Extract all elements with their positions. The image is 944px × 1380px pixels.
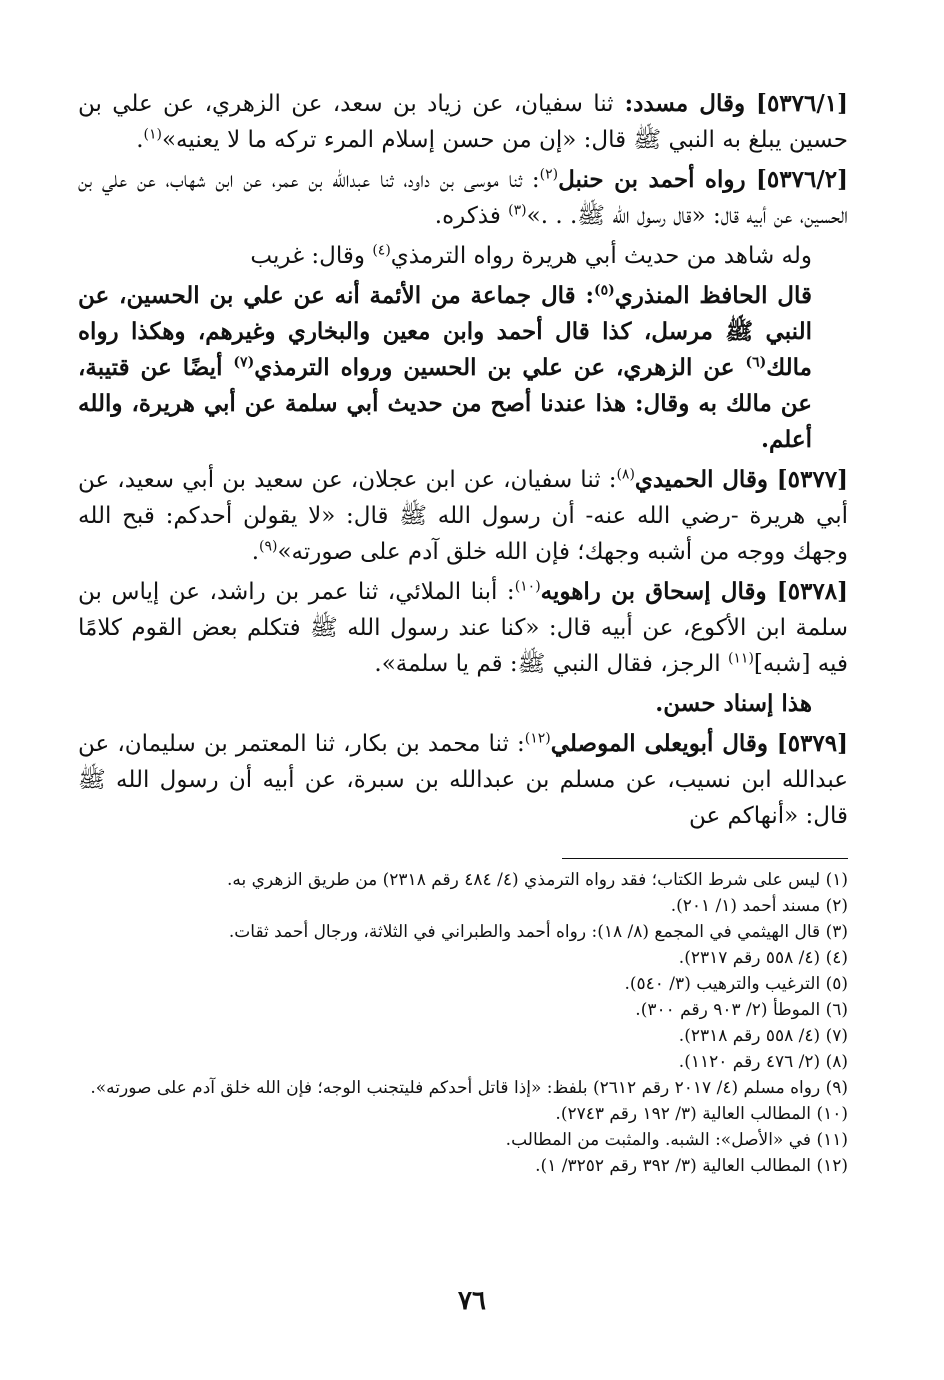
footnote-number: (٧) xyxy=(825,1026,848,1046)
footnote-number: (٩) xyxy=(825,1078,848,1098)
page-number: ٧٦ xyxy=(458,1286,486,1316)
text-run: فذكره. xyxy=(434,203,509,229)
footnote-text: الترغيب والترهيب (٣/ ٥٤٠). xyxy=(624,974,821,994)
footnote-number: (١) xyxy=(825,870,848,890)
footnote-item xyxy=(78,867,848,893)
text-run: . xyxy=(251,539,259,565)
text-run: هذا إسناد حسن. xyxy=(655,690,812,717)
text-run: الرجز، فقال النبي ﷺ: قم يا سلمة». xyxy=(374,651,728,677)
text-run: قال الحافظ المنذري xyxy=(614,282,813,309)
main-text xyxy=(78,86,848,834)
paragraph-p6 xyxy=(78,574,848,682)
footnote-number: (٣) xyxy=(825,922,848,942)
footnote-number: (٤) xyxy=(825,948,848,968)
footnote-number: (٥) xyxy=(825,974,848,994)
footnote-number: (١١) xyxy=(816,1130,848,1150)
footnote-text: مسند أحمد (١/ ٢٠١). xyxy=(670,896,821,916)
paragraph-p1 xyxy=(78,86,848,158)
text-run: : ثنا سفيان، عن ابن عجلان، عن سعيد بن أبي سعيد، عن أبي هريرة -رضي الله عنه- أن رسول الله ﷺ قال: «لا يقولن أحدكم: قبح الله وجهك ووجه من أشبه وجهك؛ فإن الله خلق آدم على صورته» xyxy=(78,467,848,565)
footnote-item xyxy=(78,1075,848,1101)
footnote-divider xyxy=(562,858,848,859)
text-run: [٥٣٧٩] وقال أبويعلى الموصلي xyxy=(550,730,849,757)
footnote-number: (٦) xyxy=(825,1000,848,1020)
text-run: . xyxy=(136,127,144,153)
paragraph-p8 xyxy=(78,726,848,834)
footnote-ref[interactable]: (٨) xyxy=(616,466,635,483)
footnote-item xyxy=(78,1127,848,1153)
footnote-ref[interactable]: (٦) xyxy=(745,354,767,371)
footnote-item xyxy=(78,997,848,1023)
footnote-text: رواه مسلم (٤/ ٢٠١٧ رقم ٢٦١٢) بلفظ: «إذا قاتل أحدكم فليتجنب الوجه؛ فإن الله خلق آدم على صورته». xyxy=(90,1078,821,1098)
footnote-ref[interactable]: (١٢) xyxy=(524,730,551,747)
paragraph-p7 xyxy=(78,686,848,722)
footnote-ref[interactable]: (٧) xyxy=(233,354,255,371)
text-run: عن الزهري، عن علي بن الحسين ورواه الترمذي xyxy=(254,354,746,381)
paragraph-p2 xyxy=(78,162,848,234)
footnote-item xyxy=(78,971,848,997)
footnote-item xyxy=(78,1023,848,1049)
footnote-ref[interactable]: (٥) xyxy=(593,282,615,299)
footnote-text: المطالب العالية (٣/ ١٩٢ رقم ٢٧٤٣). xyxy=(555,1104,812,1124)
footnote-text: المطالب العالية (٣/ ٣٩٢ رقم ٣٢٥٢/ ١). xyxy=(535,1156,812,1176)
text-run: [٥٣٧٧] وقال الحميدي xyxy=(634,466,848,493)
footnote-ref[interactable]: (٤) xyxy=(372,242,391,259)
footnote-text: (٤/ ٥٥٨ رقم ٢٣١٧). xyxy=(678,948,821,968)
footnote-ref[interactable]: (٢) xyxy=(539,166,559,183)
text-run: : أبنا الملائي، ثنا عمر بن راشد، عن إياس بن سلمة ابن الأكوع، عن أبيه قال: «كنا عند رسول الله ﷺ فتكلم بعض القوم كلامًا فيه [شبه] xyxy=(78,579,848,677)
footnote-text: الموطأ (٢/ ٩٠٣ رقم ٣٠٠). xyxy=(635,1000,821,1020)
text-run: ثنا سفيان، عن زياد بن سعد، عن الزهري، عن علي بن حسين يبلغ به النبي ﷺ قال: «إن من حسن إسلام المرء تركه ما لا يعنيه» xyxy=(78,91,848,153)
footnote-number: (١٢) xyxy=(816,1156,848,1176)
footnote-text: قال الهيثمي في المجمع (٨/ ١٨): رواه أحمد والطبراني في الثلاثة، ورجال أحمد ثقات. xyxy=(228,922,821,942)
footnote-ref[interactable]: (١١) xyxy=(727,650,754,667)
footnote-text: ليس على شرط الكتاب؛ فقد رواه الترمذي (٤/ ٤٨٤ رقم ٢٣١٨) من طريق الزهري به. xyxy=(227,870,821,890)
footnote-item xyxy=(78,1153,848,1179)
text-run: : قال جماعة من الأئمة أنه عن علي بن الحسين، عن النبي ﷺ مرسل، كذا قال أحمد وابن معين والبخاري وغيرهم، وهكذا رواه مالك xyxy=(78,282,812,381)
text-run: [٥٣٧٨] وقال إسحاق بن راهويه xyxy=(540,578,848,605)
footnote-ref[interactable]: (١٠) xyxy=(514,578,541,595)
footnote-text: (٢/ ٤٧٦ رقم ١١٢٠). xyxy=(678,1052,821,1072)
text-run: وله شاهد من حديث أبي هريرة رواه الترمذي xyxy=(390,243,812,269)
text-run: [٥٣٧٦/٢] رواه أحمد بن حنبل xyxy=(558,166,848,193)
text-run: [٥٣٧٦/١] وقال مسدد: xyxy=(613,90,848,117)
footnote-ref[interactable]: (١) xyxy=(143,126,162,143)
paragraph-p4 xyxy=(78,278,848,458)
text-run: : ثنا محمد بن بكار، ثنا المعتمر بن سليمان، عن عبدالله ابن نسيب، عن مسلم بن عبدالله بن سبرة، عن أبيه أن رسول الله ﷺ قال: «أنهاكم عن xyxy=(78,731,848,829)
footnote-ref[interactable]: (٣) xyxy=(508,202,527,219)
footnote-number: (١٠) xyxy=(816,1104,848,1124)
footnote-item xyxy=(78,945,848,971)
footnote-item xyxy=(78,919,848,945)
footnote-ref[interactable]: (٩) xyxy=(259,538,278,555)
footnote-text: في «الأصل»: الشبه. والمثبت من المطالب. xyxy=(505,1130,812,1150)
footnote-item xyxy=(78,1049,848,1075)
footnotes-section xyxy=(78,867,848,1179)
text-run: : ثنا موسى بن داود، ثنا عبدالله بن عمر، عن ابن شهاب، عن علي بن الحسين، عن أبيه قال: «قال رسول الله ﷺ. . .» xyxy=(78,167,848,229)
footnote-number: (٢) xyxy=(825,896,848,916)
footnote-item xyxy=(78,1101,848,1127)
footnote-text: (٤/ ٥٥٨ رقم ٢٣١٨). xyxy=(678,1026,821,1046)
paragraph-p5 xyxy=(78,462,848,570)
footnote-number: (٨) xyxy=(825,1052,848,1072)
text-run: أيضًا عن قتيبة، عن مالك به وقال: هذا عندنا أصح من حديث أبي سلمة عن أبي هريرة، والله أعلم. xyxy=(78,354,812,453)
paragraph-p3 xyxy=(78,238,848,274)
text-run: وقال: غريب xyxy=(250,243,373,269)
footnote-item xyxy=(78,893,848,919)
